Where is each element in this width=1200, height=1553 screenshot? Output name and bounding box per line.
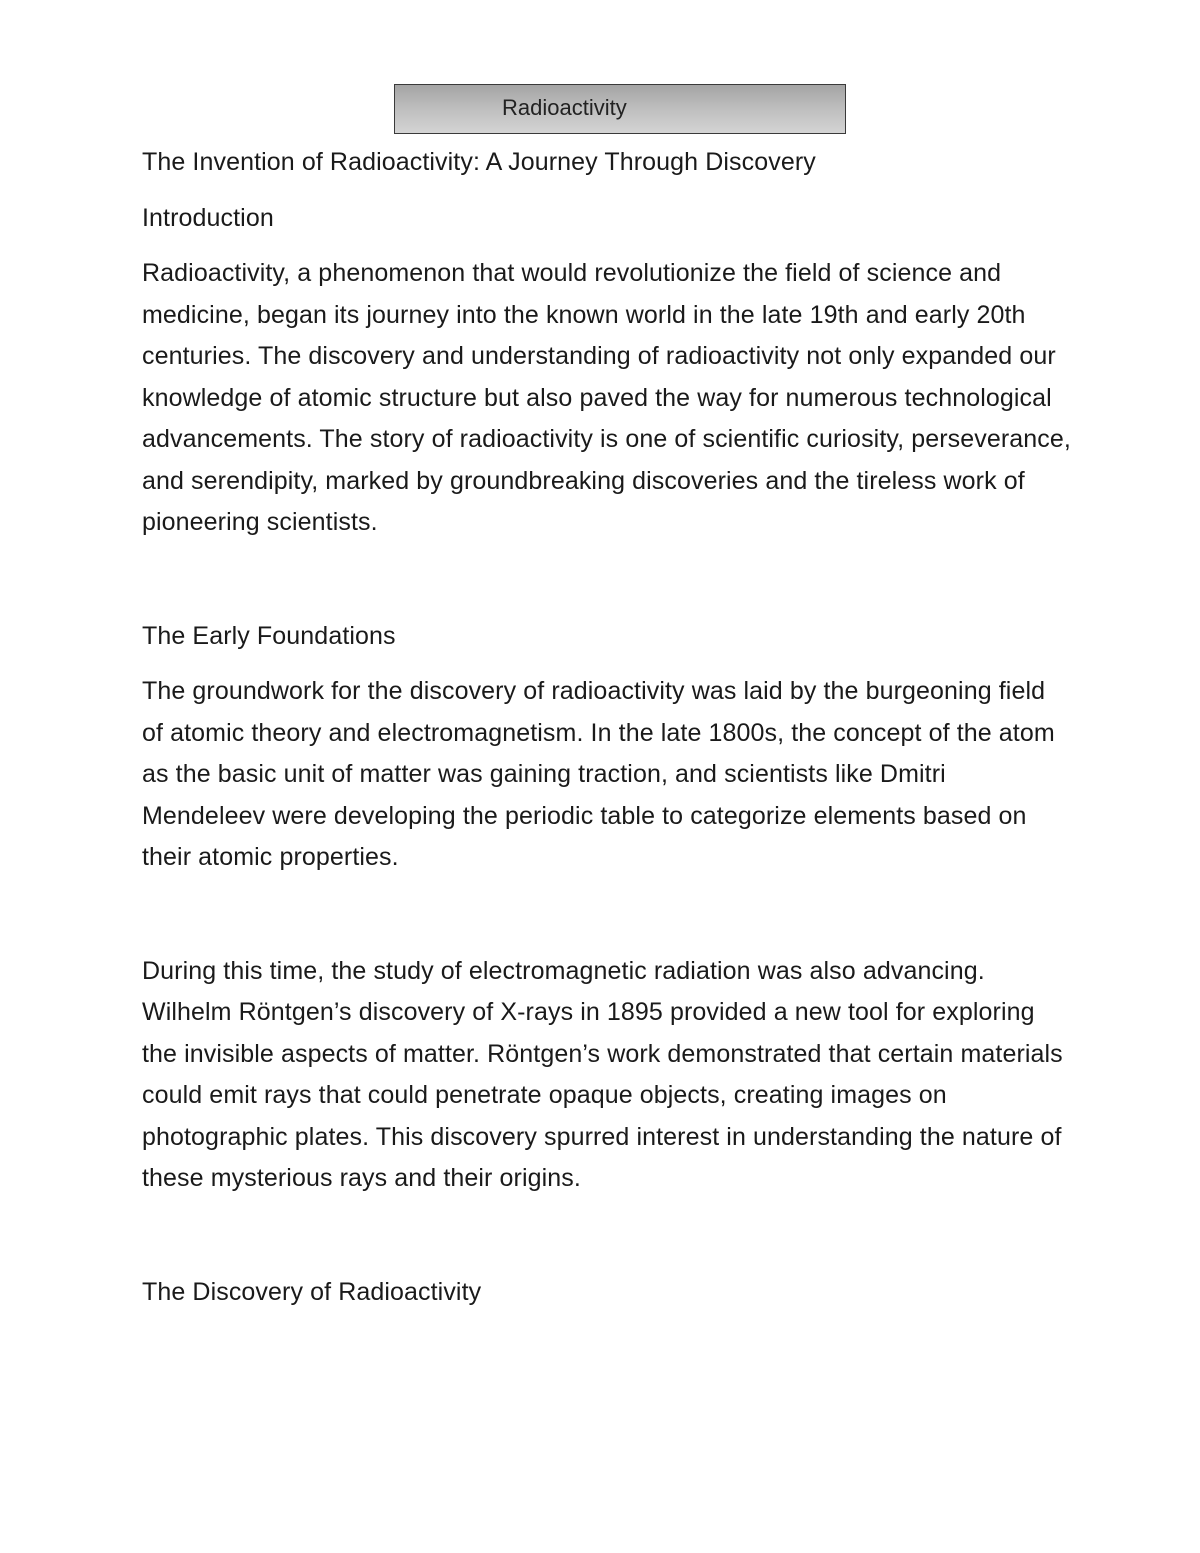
paragraph-early-foundations-2: During this time, the study of electromagnetic radiation was also advancing. Wilhelm Röntgen’s discovery of X-rays in 1895 provided a new tool for exploring the invisible aspects of matter. Röntgen’s work demonstrated that certain materials could emit rays that could penetrate opaque objects, creating images on photographic plates. This discovery spurred interest in understanding the nature of these mysterious rays and their origins. xyxy=(142,956,1063,1192)
document-body xyxy=(142,142,1072,1327)
header-banner xyxy=(394,84,846,134)
paragraph-early-foundations-1: The groundwork for the discovery of radioactivity was laid by the burgeoning field of atomic theory and electromagnetism. In the late 1800s, the concept of the atom as the basic unit of matter was gaining traction, and scientists like Dmitri Mendeleev were developing the periodic table to categorize elements based on their atomic properties. xyxy=(142,677,1055,871)
header-label: Radioactivity xyxy=(502,95,627,120)
section-heading-discovery: The Discovery of Radioactivity xyxy=(142,1277,482,1306)
paragraph-introduction: Radioactivity, a phenomenon that would revolutionize the field of science and medicine, began its journey into the known world in the late 19th and early 20th centuries. The discovery and understanding of radioactivity not only expanded our knowledge of atomic structure but also paved the way for numerous technological advancements. The story of radioactivity is one of scientific curiosity, perseverance, and serendipity, marked by groundbreaking discoveries and the tireless work of pioneering scientists. xyxy=(142,259,1071,536)
section-heading-introduction: Introduction xyxy=(142,203,274,232)
document-title: The Invention of Radioactivity: A Journey Through Discovery xyxy=(142,148,816,176)
section-heading-early-foundations: The Early Foundations xyxy=(142,621,396,650)
